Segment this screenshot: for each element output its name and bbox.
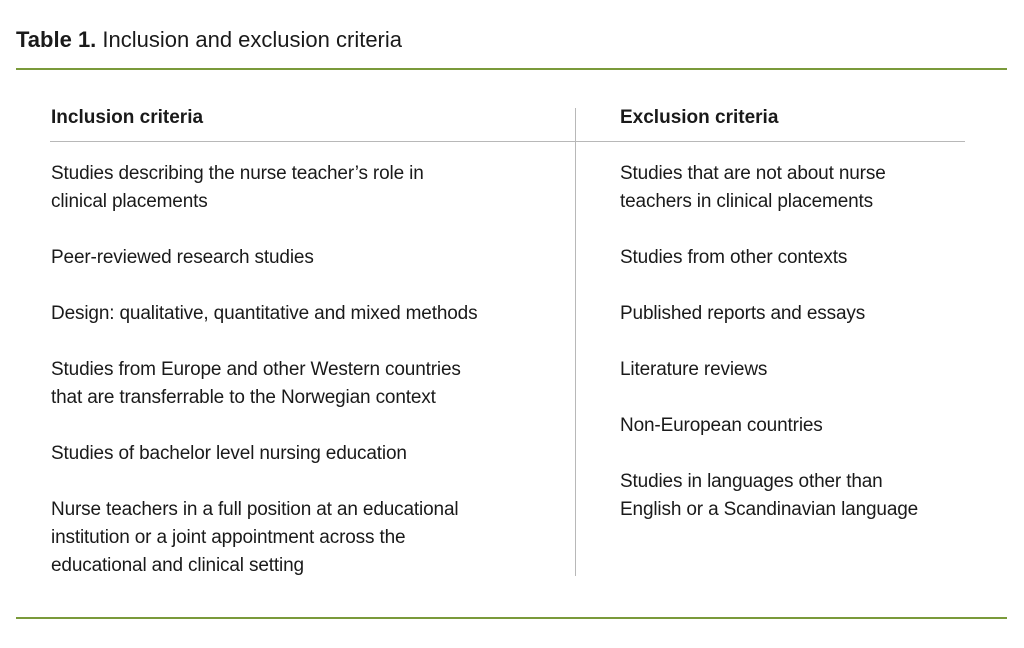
bottom-rule xyxy=(16,617,1007,619)
item-line: Peer-reviewed research studies xyxy=(51,247,314,268)
inclusion-item xyxy=(51,440,477,468)
item-line: English or a Scandinavian language xyxy=(620,499,919,520)
exclusion-item xyxy=(620,356,918,384)
item-line: Studies of bachelor level nursing education xyxy=(51,443,407,464)
item-line: Studies from other contexts xyxy=(620,247,848,268)
item-line: Literature reviews xyxy=(620,359,768,380)
item-line: Published reports and essays xyxy=(620,303,866,324)
inclusion-item xyxy=(51,244,477,272)
inclusion-item xyxy=(51,300,477,328)
exclusion-list xyxy=(620,160,918,552)
item-line: educational and clinical setting xyxy=(51,555,304,576)
exclusion-column xyxy=(620,104,965,520)
item-line: Non-European countries xyxy=(620,415,823,436)
item-line: clinical placements xyxy=(51,191,208,212)
item-line: institution or a joint appointment across the xyxy=(51,527,406,548)
item-line: Studies from Europe and other Western countries xyxy=(51,359,461,380)
item-line: Studies that are not about nurse xyxy=(620,163,886,184)
item-line: that are transferrable to the Norwegian context xyxy=(51,387,436,408)
item-line: Nurse teachers in a full position at an educational xyxy=(51,499,459,520)
inclusion-header: Inclusion criteria xyxy=(51,107,204,128)
exclusion-item xyxy=(620,412,918,440)
top-rule xyxy=(16,68,1007,70)
table-caption xyxy=(16,24,402,56)
inclusion-column xyxy=(51,104,551,576)
exclusion-item xyxy=(620,468,918,524)
inclusion-item xyxy=(51,496,477,580)
item-line: Studies describing the nurse teacher’s role in xyxy=(51,163,424,184)
table-label: Table 1. xyxy=(16,27,97,52)
exclusion-item xyxy=(620,300,918,328)
inclusion-item xyxy=(51,356,477,412)
exclusion-header: Exclusion criteria xyxy=(620,107,779,128)
exclusion-item xyxy=(620,160,918,216)
item-line: Studies in languages other than xyxy=(620,471,883,492)
table-title: Inclusion and exclusion criteria xyxy=(96,27,403,52)
header-underline xyxy=(50,141,965,142)
item-line: Design: qualitative, quantitative and mixed methods xyxy=(51,303,478,324)
inclusion-item xyxy=(51,160,477,216)
column-divider xyxy=(575,108,576,576)
item-line: teachers in clinical placements xyxy=(620,191,874,212)
inclusion-list xyxy=(51,160,477,608)
exclusion-item xyxy=(620,244,918,272)
